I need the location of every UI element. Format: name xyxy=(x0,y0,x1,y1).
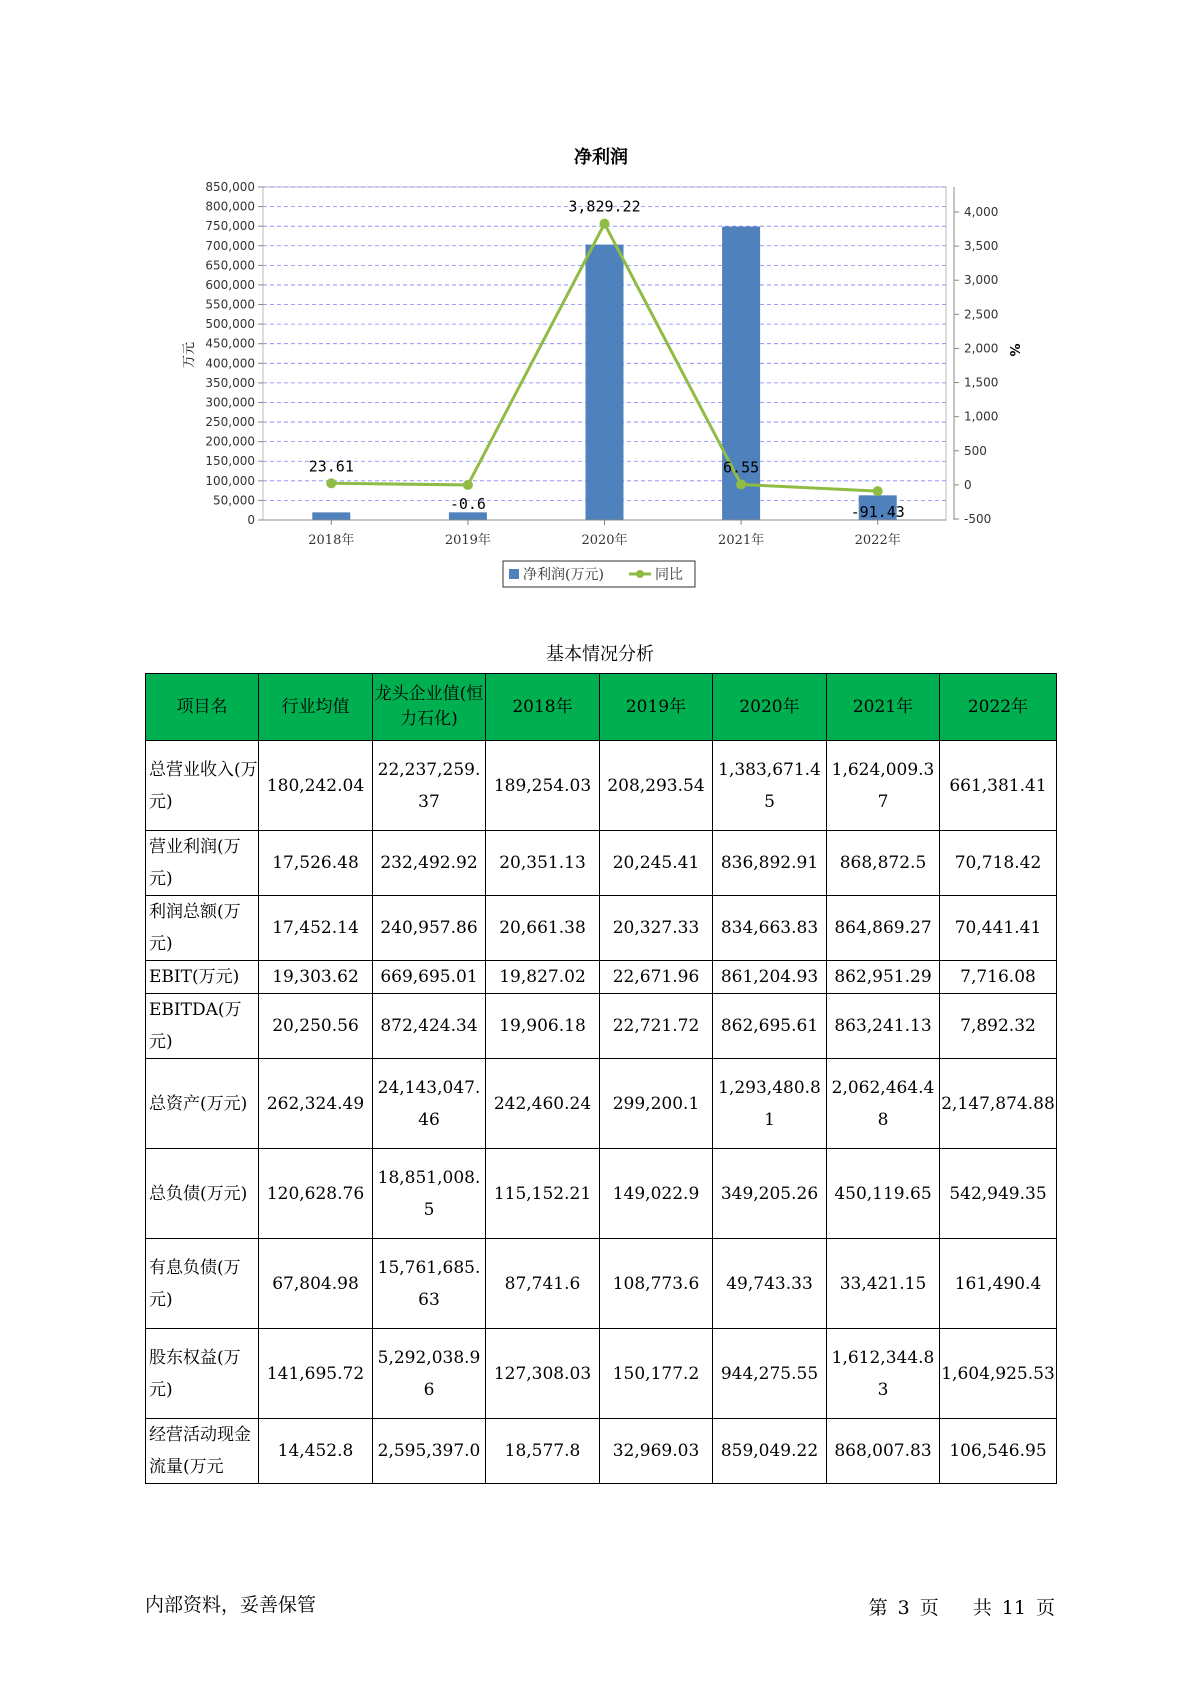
chart-title: 净利润 xyxy=(574,147,628,168)
table-cell: 20,327.33 xyxy=(600,896,713,961)
table-row xyxy=(146,896,1057,961)
table-cell: 1,293,480.81 xyxy=(713,1059,827,1149)
y-tick-label: 800,000 xyxy=(205,199,255,214)
yoy-point-1 xyxy=(463,480,473,490)
table-cell: 15,761,685.63 xyxy=(373,1239,486,1329)
table-cell: 18,577.8 xyxy=(486,1419,600,1484)
legend-line-label: 同比 xyxy=(655,567,683,583)
table-cell: 859,049.22 xyxy=(713,1419,827,1484)
table-cell: 669,695.01 xyxy=(373,961,486,994)
y-axis-label: 万元 xyxy=(182,341,197,369)
row-label: 营业利润(万元) xyxy=(146,831,259,896)
basic-analysis-table xyxy=(145,673,1057,1484)
page-total-unit: 页 xyxy=(1035,1597,1055,1619)
table-cell: 864,869.27 xyxy=(827,896,940,961)
table-cell: 1,383,671.45 xyxy=(713,741,827,831)
row-label: 总营业收入(万元) xyxy=(146,741,259,831)
table-cell: 22,671.96 xyxy=(600,961,713,994)
table-row xyxy=(146,1239,1057,1329)
row-label: 股东权益(万元) xyxy=(146,1329,259,1419)
bar-0 xyxy=(312,512,350,520)
y-tick-label: 850,000 xyxy=(205,180,255,194)
table-cell: 17,452.14 xyxy=(259,896,373,961)
net-profit-chart xyxy=(0,0,1191,600)
y-tick-label: 450,000 xyxy=(205,336,255,351)
y-tick-label: 300,000 xyxy=(205,395,255,410)
y-tick-label: 550,000 xyxy=(205,297,255,312)
table-cell: 161,490.4 xyxy=(940,1239,1057,1329)
table-cell: 20,245.41 xyxy=(600,831,713,896)
table-cell: 19,906.18 xyxy=(486,994,600,1059)
x-tick-label: 2021年 xyxy=(718,533,765,548)
header-1: 行业均值 xyxy=(259,674,373,741)
x-tick-label: 2018年 xyxy=(308,533,355,548)
header-5: 2020年 xyxy=(713,674,827,741)
table-cell: 189,254.03 xyxy=(486,741,600,831)
table-cell: 661,381.41 xyxy=(940,741,1057,831)
table-cell: 1,604,925.53 xyxy=(940,1329,1057,1419)
table-cell: 67,804.98 xyxy=(259,1239,373,1329)
table-cell: 868,007.83 xyxy=(827,1419,940,1484)
page-total-prefix: 共 xyxy=(972,1597,992,1619)
table-row xyxy=(146,961,1057,994)
table-row xyxy=(146,1149,1057,1239)
y-tick-label: 700,000 xyxy=(205,238,255,253)
header-3: 2018年 xyxy=(486,674,600,741)
table-cell: 868,872.5 xyxy=(827,831,940,896)
y2-tick-label: 2,000 xyxy=(964,341,999,356)
y-tick-label: 400,000 xyxy=(205,356,255,371)
table-cell: 19,303.62 xyxy=(259,961,373,994)
table-cell: 49,743.33 xyxy=(713,1239,827,1329)
yoy-data-label-0: 23.61 xyxy=(308,457,354,476)
table-cell: 862,951.29 xyxy=(827,961,940,994)
table-row xyxy=(146,1059,1057,1149)
table-cell: 115,152.21 xyxy=(486,1149,600,1239)
table-cell: 1,612,344.83 xyxy=(827,1329,940,1419)
table-cell: 240,957.86 xyxy=(373,896,486,961)
table-cell: 22,237,259.37 xyxy=(373,741,486,831)
row-label: 总资产(万元) xyxy=(146,1059,259,1149)
table-cell: 450,119.65 xyxy=(827,1149,940,1239)
yoy-data-label-4: -91.43 xyxy=(850,503,905,522)
y-tick-label: 350,000 xyxy=(205,375,255,390)
yoy-data-label-2: 3,829.22 xyxy=(568,197,641,216)
x-tick-label: 2019年 xyxy=(444,533,491,548)
yoy-point-4 xyxy=(873,486,883,496)
table-body xyxy=(146,741,1057,1484)
table-row xyxy=(146,831,1057,896)
table-cell: 872,424.34 xyxy=(373,994,486,1059)
table-cell: 834,663.83 xyxy=(713,896,827,961)
bar-2 xyxy=(586,245,624,520)
y-tick-label: 250,000 xyxy=(205,415,255,430)
table-cell: 1,624,009.37 xyxy=(827,741,940,831)
table-cell: 180,242.04 xyxy=(259,741,373,831)
yoy-data-label-1: -0.6 xyxy=(449,494,486,513)
table-cell: 141,695.72 xyxy=(259,1329,373,1419)
row-label: EBIT(万元) xyxy=(146,961,259,994)
table-cell: 127,308.03 xyxy=(486,1329,600,1419)
table-cell: 299,200.1 xyxy=(600,1059,713,1149)
table-cell: 944,275.55 xyxy=(713,1329,827,1419)
page-unit: 页 xyxy=(919,1597,939,1619)
table-cell: 2,595,397.0 xyxy=(373,1419,486,1484)
header-6: 2021年 xyxy=(827,674,940,741)
table-cell: 24,143,047.46 xyxy=(373,1059,486,1149)
y2-tick-label: 1,000 xyxy=(964,409,999,424)
header-2: 龙头企业值(恒力石化) xyxy=(373,674,486,741)
y-tick-label: 100,000 xyxy=(205,473,255,488)
footer-confidential-note: 内部资料，妥善保管 xyxy=(145,1594,317,1616)
y-tick-label: 750,000 xyxy=(205,219,255,234)
yoy-point-3 xyxy=(736,479,746,489)
yoy-point-0 xyxy=(326,478,336,488)
y-tick-label: 200,000 xyxy=(205,434,255,449)
table-cell: 22,721.72 xyxy=(600,994,713,1059)
row-label: 经营活动现金流量(万元 xyxy=(146,1419,259,1484)
table-cell: 242,460.24 xyxy=(486,1059,600,1149)
table-cell: 33,421.15 xyxy=(827,1239,940,1329)
table-cell: 861,204.93 xyxy=(713,961,827,994)
page-prefix: 第 xyxy=(868,1597,888,1619)
table-cell: 208,293.54 xyxy=(600,741,713,831)
table-cell: 87,741.6 xyxy=(486,1239,600,1329)
table-cell: 542,949.35 xyxy=(940,1149,1057,1239)
table-cell: 17,526.48 xyxy=(259,831,373,896)
table-cell: 232,492.92 xyxy=(373,831,486,896)
table-cell: 262,324.49 xyxy=(259,1059,373,1149)
y2-tick-label: 500 xyxy=(964,443,987,458)
row-label: 总负债(万元) xyxy=(146,1149,259,1239)
x-tick-label: 2020年 xyxy=(581,533,628,548)
y-tick-label: 50,000 xyxy=(213,493,255,508)
table-header-row xyxy=(146,674,1057,741)
table-cell: 19,827.02 xyxy=(486,961,600,994)
table-cell: 349,205.26 xyxy=(713,1149,827,1239)
table-cell: 149,022.9 xyxy=(600,1149,713,1239)
table-cell: 120,628.76 xyxy=(259,1149,373,1239)
y2-axis-label: % xyxy=(1006,343,1021,357)
table-cell: 70,441.41 xyxy=(940,896,1057,961)
table-cell: 7,892.32 xyxy=(940,994,1057,1059)
table-cell: 106,546.95 xyxy=(940,1419,1057,1484)
table-cell: 70,718.42 xyxy=(940,831,1057,896)
y-tick-label: 500,000 xyxy=(205,317,255,332)
table-cell: 2,062,464.48 xyxy=(827,1059,940,1149)
row-label: 有息负债(万元) xyxy=(146,1239,259,1329)
page-current: 3 xyxy=(897,1597,910,1619)
bar-1 xyxy=(449,512,487,520)
y-tick-label: 600,000 xyxy=(205,277,255,292)
table-row xyxy=(146,994,1057,1059)
row-label: EBITDA(万元) xyxy=(146,994,259,1059)
legend-line-marker xyxy=(636,570,644,578)
table-cell: 20,661.38 xyxy=(486,896,600,961)
table-cell: 862,695.61 xyxy=(713,994,827,1059)
table-cell: 2,147,874.88 xyxy=(940,1059,1057,1149)
header-7: 2022年 xyxy=(940,674,1057,741)
y2-tick-label: 2,500 xyxy=(964,307,999,322)
table-caption: 基本情况分析 xyxy=(546,644,654,665)
table-row xyxy=(146,1329,1057,1419)
header-0: 项目名 xyxy=(146,674,259,741)
y-tick-label: 650,000 xyxy=(205,258,255,273)
table-row xyxy=(146,1419,1057,1484)
table-cell: 18,851,008.5 xyxy=(373,1149,486,1239)
table-cell: 108,773.6 xyxy=(600,1239,713,1329)
table-cell: 20,351.13 xyxy=(486,831,600,896)
y2-tick-label: 3,500 xyxy=(964,239,999,254)
table-cell: 5,292,038.96 xyxy=(373,1329,486,1419)
net-profit-chart-svg xyxy=(0,0,1191,600)
table-cell: 836,892.91 xyxy=(713,831,827,896)
y-tick-label: 150,000 xyxy=(205,454,255,469)
table-cell: 150,177.2 xyxy=(600,1329,713,1419)
legend-bar-label: 净利润(万元) xyxy=(523,567,604,583)
table-cell: 14,452.8 xyxy=(259,1419,373,1484)
table-row xyxy=(146,741,1057,831)
y2-tick-label: -500 xyxy=(964,512,992,526)
y2-tick-label: 1,500 xyxy=(964,375,999,390)
table-cell: 863,241.13 xyxy=(827,994,940,1059)
legend-bar-swatch xyxy=(509,569,519,579)
header-4: 2019年 xyxy=(600,674,713,741)
y2-tick-label: 0 xyxy=(964,477,972,492)
table-cell: 32,969.03 xyxy=(600,1419,713,1484)
page-total: 11 xyxy=(1001,1597,1026,1619)
yoy-data-label-3: 6.55 xyxy=(723,458,760,477)
table-cell: 7,716.08 xyxy=(940,961,1057,994)
yoy-point-2 xyxy=(600,219,610,229)
row-label: 利润总额(万元) xyxy=(146,896,259,961)
table-cell: 20,250.56 xyxy=(259,994,373,1059)
y2-tick-label: 4,000 xyxy=(964,205,999,219)
y2-tick-label: 3,000 xyxy=(964,273,999,288)
x-tick-label: 2022年 xyxy=(854,533,901,548)
footer-page-info xyxy=(859,1593,1055,1620)
y-tick-label: 0 xyxy=(247,513,255,527)
